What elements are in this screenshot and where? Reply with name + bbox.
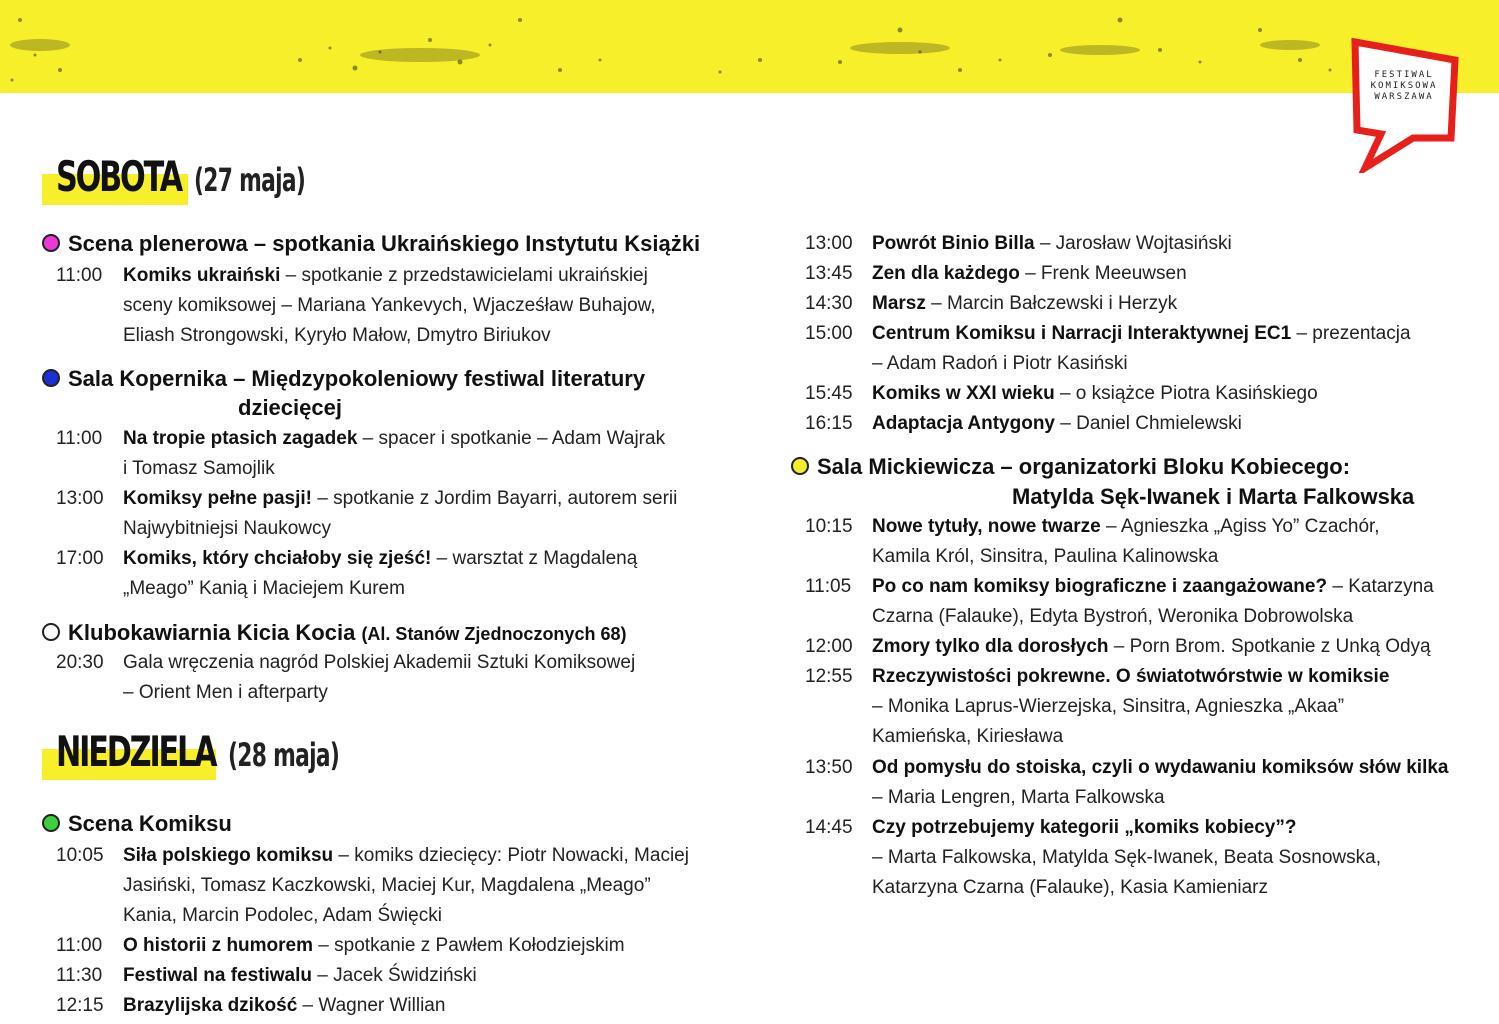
sunday-date: (28 maja) bbox=[228, 736, 340, 774]
venue-title: Sala Mickiewicza – organizatorki Bloku Kobiecego: bbox=[817, 454, 1351, 479]
event-time: 14:45 bbox=[805, 817, 853, 838]
sunday-name: NIEDZIELA bbox=[56, 727, 216, 776]
event-line: Kamieńska, Kiriesława bbox=[872, 726, 1064, 747]
event-line bbox=[872, 293, 1177, 315]
event-line bbox=[872, 817, 1296, 839]
event-line: Katarzyna Czarna (Falauke), Kasia Kamieniarz bbox=[872, 877, 1269, 898]
event-title: Adaptacja Antygony bbox=[872, 413, 1055, 434]
event-title: Na tropie ptasich zagadek bbox=[123, 428, 358, 449]
event-title: Powrót Binio Billa bbox=[872, 233, 1035, 254]
event-time: 12:15 bbox=[56, 995, 104, 1016]
logo-line-2: KOMIKSOWA bbox=[1370, 81, 1438, 91]
event-title: Komiks, który chciałoby się zjeść! bbox=[123, 548, 432, 569]
logo-text bbox=[1362, 70, 1446, 103]
event-line: – Monika Laprus-Wierzejska, Sinsitra, Agnieszka „Akaa” bbox=[872, 696, 1345, 717]
event-title: Czy potrzebujemy kategorii „komiks kobiecy”? bbox=[872, 817, 1297, 838]
event-title: Siła polskiego komiksu bbox=[123, 845, 334, 866]
event-line bbox=[872, 323, 1411, 345]
event-desc: – komiks dziecięcy: Piotr Nowacki, Maciej bbox=[333, 845, 689, 866]
venue-scena-plenerowa bbox=[42, 231, 700, 257]
event-time: 11:00 bbox=[56, 935, 103, 956]
event-time: 13:00 bbox=[805, 233, 853, 254]
venue-title-cont: dziecięcej bbox=[238, 395, 342, 420]
event-desc: – spotkanie z przedstawicielami ukraińskiej bbox=[280, 265, 648, 286]
event-line: Najwybitniejsi Naukowcy bbox=[123, 518, 332, 539]
event-line bbox=[872, 666, 1389, 688]
event-desc: – Jacek Świdziński bbox=[312, 965, 477, 986]
saturday-name: SOBOTA bbox=[56, 152, 181, 201]
venue-title: Sala Kopernika – Międzypokoleniowy festiwal literatury bbox=[68, 366, 646, 391]
event-line bbox=[123, 935, 625, 957]
event-desc: – Jarosław Wojtasiński bbox=[1034, 233, 1232, 254]
event-desc: – spotkanie z Pawłem Kołodziejskim bbox=[313, 935, 625, 956]
event-line bbox=[123, 265, 648, 287]
event-title: Komiksy pełne pasji! bbox=[123, 488, 313, 509]
event-title: Od pomysłu do stoiska, czyli o wydawaniu komiksów słów kilka bbox=[872, 757, 1449, 778]
event-line bbox=[872, 413, 1242, 435]
saturday-highlight bbox=[42, 152, 188, 201]
event-desc: – Daniel Chmielewski bbox=[1055, 413, 1242, 434]
event-time: 13:45 bbox=[805, 263, 853, 284]
event-title: Brazylijska dzikość bbox=[123, 995, 298, 1016]
event-time: 14:30 bbox=[805, 293, 853, 314]
event-title: Marsz bbox=[872, 293, 926, 314]
event-time: 11:00 bbox=[56, 265, 103, 286]
event-line: – Marta Falkowska, Matylda Sęk-Iwanek, Beata Sosnowska, bbox=[872, 847, 1382, 868]
event-line bbox=[123, 995, 445, 1017]
banner-texture bbox=[0, 0, 1499, 93]
event-title: Zmory tylko dla dorosłych bbox=[872, 636, 1109, 657]
event-line: Eliash Strongowski, Kyryło Małow, Dmytro Biriukov bbox=[123, 325, 551, 346]
event-line bbox=[872, 233, 1232, 255]
blue-dot-icon bbox=[42, 369, 60, 387]
event-title: Centrum Komiksu i Narracji Interaktywnej EC1 bbox=[872, 323, 1292, 344]
event-title: Zen dla każdego bbox=[872, 263, 1020, 284]
white-dot-icon bbox=[42, 623, 60, 641]
venue-title: Scena Komiksu bbox=[68, 811, 232, 836]
venue-klubokawiarnia bbox=[42, 620, 626, 646]
venue-title: Scena plenerowa – spotkania Ukraińskiego Instytutu Książki bbox=[68, 231, 701, 256]
event-time: 12:00 bbox=[805, 636, 853, 657]
event-desc: – Katarzyna bbox=[1327, 576, 1434, 597]
event-desc: – Frenk Meeuwsen bbox=[1019, 263, 1187, 284]
event-time: 17:00 bbox=[56, 548, 104, 569]
event-desc: – Marcin Bałczewski i Herzyk bbox=[925, 293, 1178, 314]
event-title: Nowe tytuły, nowe twarze bbox=[872, 516, 1101, 537]
pink-dot-icon bbox=[42, 234, 60, 252]
event-time: 13:00 bbox=[56, 488, 104, 509]
event-title: Rzeczywistości pokrewne. O światotwórstwie w komiksie bbox=[872, 666, 1390, 687]
logo-line-3: WARSZAWA bbox=[1374, 92, 1434, 102]
event-line bbox=[872, 263, 1187, 285]
event-title: Po co nam komiksy biograficzne i zaangażowane? bbox=[872, 576, 1328, 597]
event-desc: – spacer i spotkanie – Adam Wajrak bbox=[357, 428, 666, 449]
venue-address: (Al. Stanów Zjednoczonych 68) bbox=[361, 624, 627, 644]
event-line: Czarna (Falauke), Edyta Bystroń, Weronika Dobrowolska bbox=[872, 606, 1354, 627]
event-line: – Adam Radoń i Piotr Kasiński bbox=[872, 353, 1128, 374]
event-line: – Maria Lengren, Marta Falkowska bbox=[872, 787, 1165, 808]
venue-scena-komiksu bbox=[42, 811, 232, 837]
event-line bbox=[872, 516, 1380, 538]
event-time: 11:30 bbox=[56, 965, 103, 986]
event-line bbox=[123, 428, 665, 450]
event-line: – Orient Men i afterparty bbox=[123, 682, 328, 703]
event-time: 10:15 bbox=[805, 516, 853, 537]
event-line bbox=[123, 488, 677, 510]
venue-title: Klubokawiarnia Kicia Kocia bbox=[68, 620, 356, 645]
saturday-heading bbox=[42, 152, 357, 201]
event-desc: – o książce Piotra Kasińskiego bbox=[1054, 383, 1318, 404]
event-time: 13:50 bbox=[805, 757, 853, 778]
event-line: Kamila Król, Sinsitra, Paulina Kalinowska bbox=[872, 546, 1219, 567]
event-desc: – prezentacja bbox=[1291, 323, 1411, 344]
event-time: 15:00 bbox=[805, 323, 853, 344]
event-line: Kania, Marcin Podolec, Adam Święcki bbox=[123, 905, 442, 926]
event-line: i Tomasz Samojlik bbox=[123, 458, 275, 479]
event-title: Komiks ukraiński bbox=[123, 265, 281, 286]
event-line: sceny komiksowej – Mariana Yankevych, Wjacześław Buhajow, bbox=[123, 295, 656, 316]
event-line bbox=[872, 576, 1434, 598]
event-line bbox=[872, 383, 1318, 405]
event-title: Komiks w XXI wieku bbox=[872, 383, 1055, 404]
event-desc: – Wagner Willian bbox=[297, 995, 446, 1016]
event-line bbox=[123, 548, 637, 570]
event-time: 16:15 bbox=[805, 413, 853, 434]
venue-title-cont: Matylda Sęk-Iwanek i Marta Falkowska bbox=[1012, 484, 1415, 509]
event-title: Festiwal na festiwalu bbox=[123, 965, 312, 986]
logo-line-1: FESTIWAL bbox=[1374, 70, 1434, 80]
sunday-highlight bbox=[42, 727, 216, 776]
green-dot-icon bbox=[42, 814, 60, 832]
event-line bbox=[872, 757, 1449, 779]
event-line bbox=[123, 965, 477, 987]
event-desc: – Porn Brom. Spotkanie z Unką Odyą bbox=[1108, 636, 1431, 657]
event-line bbox=[123, 845, 689, 867]
event-title: O historii z humorem bbox=[123, 935, 314, 956]
venue-sala-mickiewicza bbox=[791, 454, 1350, 480]
event-line: „Meago” Kanią i Maciejem Kurem bbox=[123, 578, 405, 599]
event-line: Jasiński, Tomasz Kaczkowski, Maciej Kur, Magdalena „Meago” bbox=[123, 875, 651, 896]
event-time: 12:55 bbox=[805, 666, 853, 687]
festival-logo bbox=[1343, 38, 1463, 173]
event-time: 11:05 bbox=[805, 576, 852, 597]
event-line bbox=[872, 636, 1431, 658]
sunday-heading bbox=[42, 727, 391, 776]
event-time: 10:05 bbox=[56, 845, 104, 866]
event-line: Gala wręczenia nagród Polskiej Akademii Sztuki Komiksowej bbox=[123, 652, 636, 673]
event-desc: – warsztat z Magdaleną bbox=[431, 548, 638, 569]
event-time: 11:00 bbox=[56, 428, 103, 449]
yellow-dot-icon bbox=[791, 457, 809, 475]
event-time: 15:45 bbox=[805, 383, 853, 404]
event-desc: – spotkanie z Jordim Bayarri, autorem serii bbox=[312, 488, 678, 509]
saturday-date: (27 maja) bbox=[194, 161, 306, 199]
event-desc: – Agnieszka „Agiss Yo” Czachór, bbox=[1100, 516, 1380, 537]
venue-sala-kopernika bbox=[42, 366, 645, 392]
event-time: 20:30 bbox=[56, 652, 104, 673]
top-banner bbox=[0, 0, 1499, 93]
